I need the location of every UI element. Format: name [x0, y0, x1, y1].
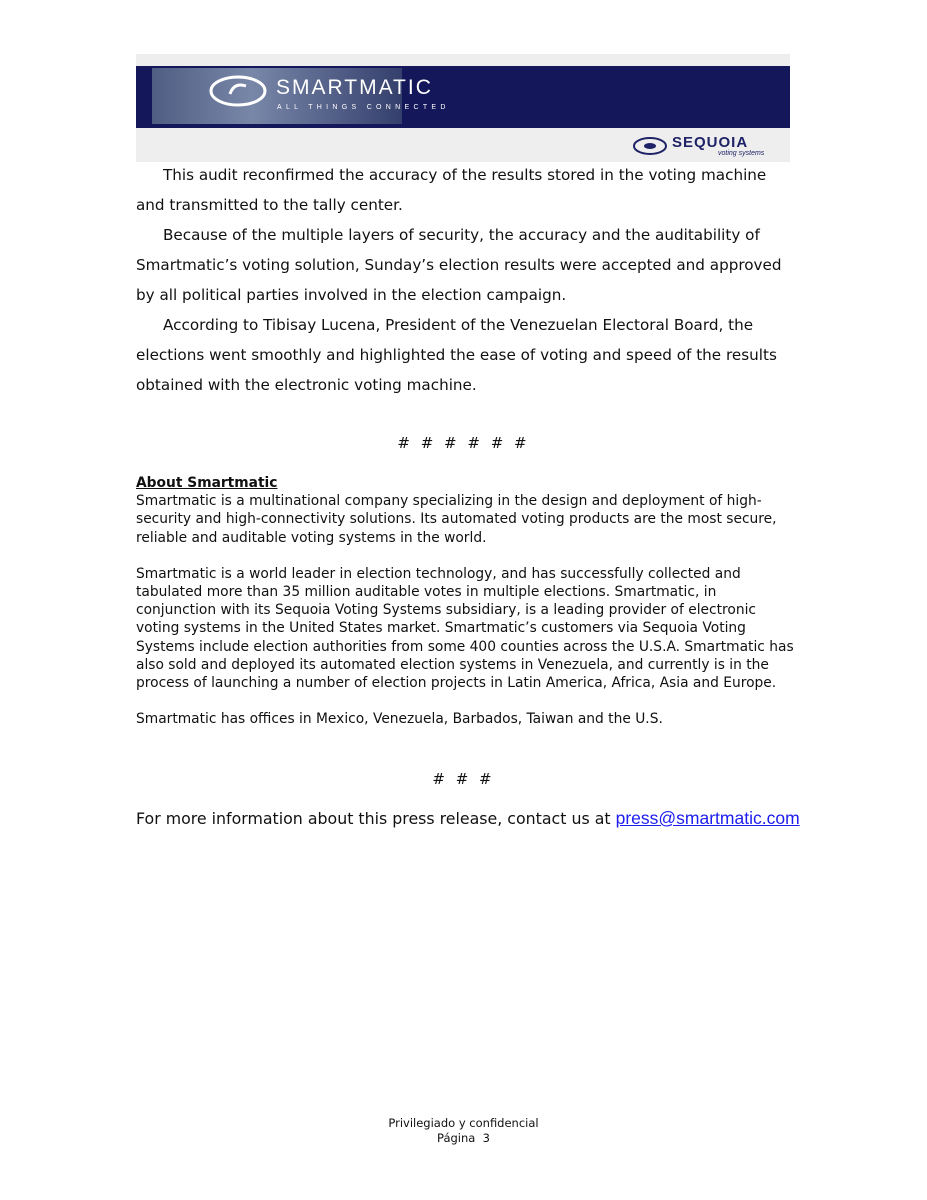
body-paragraph: According to Tibisay Lucena, President of the Venezuelan Electoral Board, the elections went smoothly and highlighted the ease of voting and speed of the results obtained with the electronic voting machine. [136, 316, 777, 394]
about-paragraph: Smartmatic has offices in Mexico, Venezuela, Barbados, Taiwan and the U.S. [136, 711, 663, 728]
press-body [136, 160, 786, 400]
page-footer [0, 1116, 927, 1146]
contact-line [136, 808, 800, 829]
sequoia-logo [632, 134, 772, 160]
end-separator: # # # # # # [397, 434, 530, 452]
partner-name: SEQUOIA [672, 134, 749, 151]
smartmatic-logo-icon [208, 72, 268, 110]
brand-tagline: ALL THINGS CONNECTED [277, 104, 450, 111]
brand-name: SMARTMATIC [276, 76, 433, 99]
letterhead [136, 54, 790, 162]
about-paragraph: Smartmatic is a world leader in election technology, and has successfully collected and tabulated more than 35 million auditable votes in multiple elections. Smartmatic, in conjunction with its Sequoia Voting Systems subsidiary, is a leading provider of electronic voting systems in the United States market. Smartmatic’s customers via Sequoia Voting Systems include election authorities from some 400 counties across the U.S.A. Smartmatic has also sold and deployed its automated election systems in Venezuela, and currently is in the process of launching a number of election projects in Latin America, Africa, Asia and Europe. [136, 565, 794, 692]
sequoia-disc-icon [632, 136, 668, 156]
confidential-label: Privilegiado y confidencial [388, 1116, 539, 1130]
partner-sub: voting systems [718, 150, 765, 157]
about-heading: About Smartmatic [136, 475, 278, 491]
page-number: Página 3 [437, 1131, 490, 1145]
body-paragraph: Because of the multiple layers of security, the accuracy and the auditability of Smartmatic’s voting solution, Sunday’s election results were accepted and approved by all political parties involved in the election campaign. [136, 226, 782, 304]
body-paragraph: This audit reconfirmed the accuracy of the results stored in the voting machine and transmitted to the tally center. [136, 166, 767, 214]
about-section [136, 474, 796, 746]
contact-text: For more information about this press release, contact us at [136, 809, 616, 828]
smartmatic-banner [136, 66, 790, 128]
short-separator: # # # [432, 770, 495, 788]
press-email-link[interactable]: press@smartmatic.com [615, 808, 800, 828]
about-paragraph: Smartmatic is a multinational company specializing in the design and deployment of high-security and high-connectivity solutions. Its automated voting products are the most secure, reliable and auditable voting systems in the world. [136, 493, 777, 546]
